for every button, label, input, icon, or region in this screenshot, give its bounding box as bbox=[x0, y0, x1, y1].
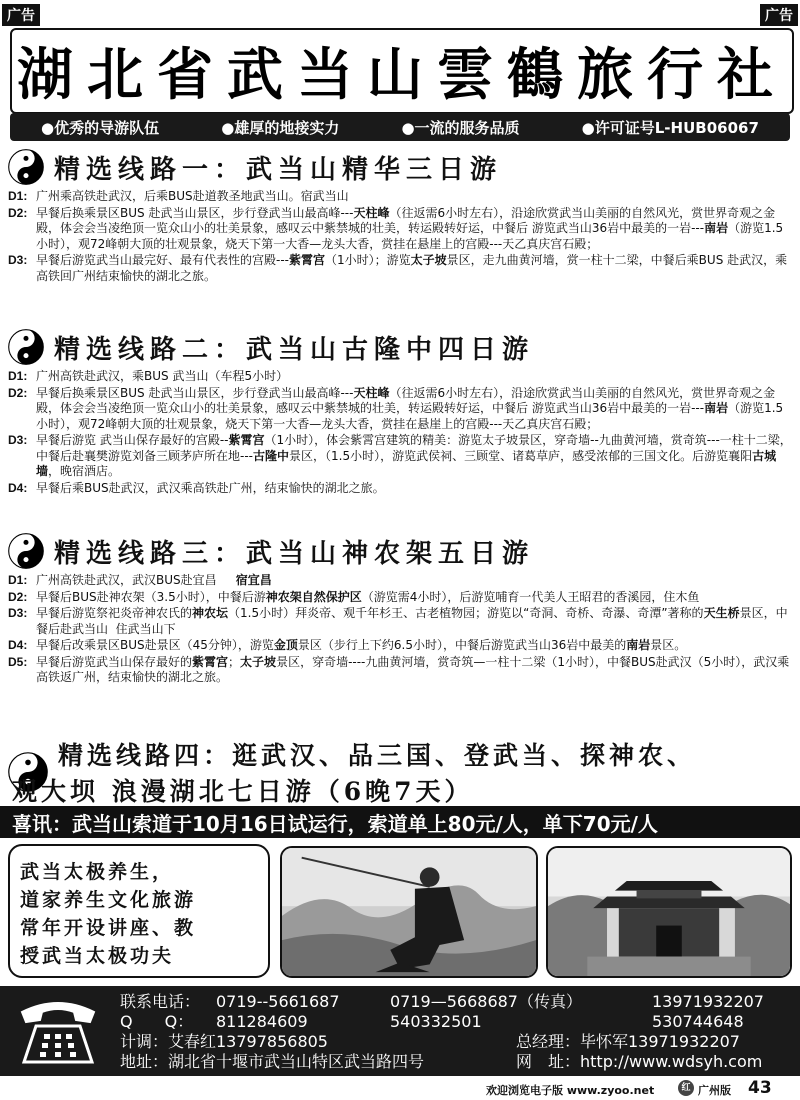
day-text: 广州乘高铁赴武汉，后乘BUS赴道教圣地武当山。宿武当山 bbox=[36, 189, 349, 203]
page-footer bbox=[0, 1078, 800, 1100]
taiji-icon bbox=[8, 533, 44, 569]
route-2-header bbox=[8, 326, 792, 368]
route-4-header bbox=[8, 736, 792, 808]
day-text: 广州高铁赴武汉，乘BUS 武当山（车程5小时） bbox=[36, 369, 289, 383]
telephone-icon bbox=[14, 992, 102, 1070]
address: 地址：湖北省十堰市武当山特区武当路四号 bbox=[120, 1052, 425, 1071]
itinerary-day bbox=[8, 590, 792, 606]
slogan-license: ●许可证号L-HUB06067 bbox=[581, 118, 759, 137]
day-text: 早餐后游览武当山最完好、最有代表性的宫殿---紫霄宫（1小时）；游览太子坡景区，走九曲黄河墙，赏一柱十二梁，中餐后乘BUS 赴武汉，乘高铁回广州结束愉快的湖北之旅。 bbox=[36, 253, 788, 283]
temple-photo bbox=[546, 846, 792, 978]
agency-title: 湖北省武当山雲鶴旅行社 bbox=[17, 42, 787, 108]
day-label: D1: bbox=[8, 189, 28, 203]
day-text: 早餐后游览 武当山保存最好的宫殿--紫霄宫（1小时），体会紫霄宫建筑的精美：游览太子坡景区，穿奇墙--九曲黄河墙，赏奇筑---一柱十二梁，中餐后赴襄樊游览刘备三顾茅庐所在地---古隆中景区，（1.5小时），游览武侯祠、三顾堂、诸葛草庐，感受浓郁的三国文化。后游览襄阳古城墙，晚宿酒店。 bbox=[36, 433, 792, 478]
route-3-header bbox=[8, 530, 792, 572]
day-label: D1: bbox=[8, 573, 28, 587]
qq-number-1: 811284609 bbox=[216, 1012, 308, 1031]
taiji-icon bbox=[8, 149, 44, 185]
manager-contact: 总经理：毕怀军13971932207 bbox=[516, 1032, 740, 1051]
phone-label: 联系电话： bbox=[120, 992, 201, 1011]
day-label: D3: bbox=[8, 606, 28, 620]
health-line: 授武当太极功夫 bbox=[20, 945, 175, 967]
day-text: 早餐后游览祭祀炎帝神农氏的神农坛（1.5小时）拜炎帝、观千年杉王、古老植物园；游览以“奇洞、奇桥、奇瀑、奇潭”著称的天生桥景区，中餐后赴武当山 住武当山下 bbox=[36, 606, 788, 636]
phone-number-1: 0719--5661687 bbox=[216, 992, 340, 1011]
route-2-title: 精选线路二：武当山古隆中四日游 bbox=[54, 334, 535, 365]
route-3-itinerary bbox=[8, 573, 792, 686]
taiji-health-box bbox=[8, 844, 270, 978]
slogan-bar bbox=[10, 113, 790, 141]
itinerary-day bbox=[8, 638, 792, 654]
itinerary-day bbox=[8, 433, 792, 480]
day-label: D4: bbox=[8, 480, 28, 495]
day-label: D2: bbox=[8, 385, 28, 400]
itinerary-day bbox=[8, 369, 792, 385]
itinerary-day bbox=[8, 386, 792, 433]
agency-title-box bbox=[10, 28, 794, 114]
cableway-news: 喜讯：武当山索道于10月16日试运行，索道单上80元/人，单下70元/人 bbox=[0, 806, 800, 838]
phone-number-2: 0719—5668687（传真） bbox=[390, 992, 582, 1011]
route-4-title-line1: 精选线路四：逛武汉、品三国、登武当、探神农、 bbox=[58, 741, 697, 770]
taiji-master-image bbox=[282, 848, 536, 976]
day-text: 早餐后换乘景区BUS 赴武当山景区，步行登武当山最高峰---天柱峰（往返需6小时左右），沿途欣赏武当山美丽的自然风光，赏世界奇观之金殿，体会会当凌绝顶一览众山小的壮美景象，感叹云中紫禁城的壮美，转运殿转好运，中餐后 游览武当山36岩中最美的一岩---南岩（游览1.5小时），观72峰朝大顶的壮观景象，烧天下第一大香—龙头大香，赏挂在悬崖上的宫殿---天乙真庆宫石殿； bbox=[36, 385, 784, 431]
website: 网 址：http://www.wdsyh.com bbox=[516, 1052, 763, 1071]
day-text: 早餐后BUS赴神农架（3.5小时），中餐后游神农架自然保护区（游览需4小时），后游览哺育一代美人王昭君的香溪园，住木鱼 bbox=[36, 589, 700, 604]
day-text: 早餐后乘BUS赴武汉，武汉乘高铁赴广州，结束愉快的湖北之旅。 bbox=[36, 480, 385, 495]
ad-label-right: 广告 bbox=[760, 4, 798, 26]
day-label: D4: bbox=[8, 638, 28, 652]
day-label: D2: bbox=[8, 589, 28, 604]
route-1 bbox=[8, 146, 792, 284]
slogan-ground: ●雄厚的地接实力 bbox=[221, 118, 340, 137]
slogan-guides: ●优秀的导游队伍 bbox=[41, 118, 160, 137]
ad-label-left: 广告 bbox=[2, 4, 40, 26]
route-3 bbox=[8, 530, 792, 686]
day-text: 早餐后改乘景区BUS赴景区（45分钟），游览金顶景区（步行上下约6.5小时），中餐后游览武当山36岩中最美的南岩景区。 bbox=[36, 638, 687, 652]
day-label: D3: bbox=[8, 253, 28, 267]
day-label: D3: bbox=[8, 433, 28, 447]
slogan-service: ●一流的服务品质 bbox=[401, 118, 520, 137]
health-line: 武当太极养生， bbox=[20, 861, 175, 883]
itinerary-day bbox=[8, 206, 792, 253]
page-number: 43 bbox=[748, 1078, 772, 1098]
taiji-icon bbox=[8, 329, 44, 365]
day-text: 广州高铁赴武汉，武汉BUS赴宜昌 宿宜昌 bbox=[36, 573, 272, 587]
health-line: 常年开设讲座、教 bbox=[20, 917, 197, 939]
dispatcher-contact: 计调：艾春红13797856805 bbox=[120, 1032, 328, 1051]
contact-panel bbox=[0, 986, 800, 1076]
photo-row bbox=[0, 842, 800, 982]
day-label: D1: bbox=[8, 369, 28, 383]
footer-badge-icon: 红 bbox=[678, 1080, 694, 1096]
day-text: 早餐后游览武当山保存最好的紫霄宫；太子坡景区，穿奇墙----九曲黄河墙，赏奇筑—一柱十二梁（1小时），中餐BUS赴武汉（5小时），武汉乘高铁返广州，结束愉快的湖北之旅。 bbox=[36, 654, 790, 684]
route-4-title-line2: 观大坝 浪漫湖北七日游（6晚7天） bbox=[12, 777, 474, 806]
footer-edition: 广州版 bbox=[698, 1084, 731, 1097]
taiji-sword-photo bbox=[280, 846, 538, 978]
route-4 bbox=[8, 736, 792, 808]
itinerary-day bbox=[8, 481, 792, 497]
itinerary-day bbox=[8, 573, 792, 589]
mobile-number: 13971932207 bbox=[652, 992, 764, 1011]
qq-number-2: 540332501 bbox=[390, 1012, 482, 1031]
day-label: D2: bbox=[8, 205, 28, 220]
itinerary-day bbox=[8, 606, 792, 637]
route-1-header bbox=[8, 146, 792, 188]
qq-number-3: 530744648 bbox=[652, 1012, 744, 1031]
qq-label: Q Q： bbox=[120, 1012, 194, 1031]
health-line: 道家养生文化旅游 bbox=[20, 889, 197, 911]
temple-image bbox=[548, 848, 790, 976]
itinerary-day bbox=[8, 189, 792, 205]
itinerary-day bbox=[8, 253, 792, 284]
itinerary-day bbox=[8, 655, 792, 686]
route-1-itinerary bbox=[8, 189, 792, 284]
footer-website-note: 欢迎浏览电子版 www.zyoo.net bbox=[486, 1084, 655, 1097]
route-3-title: 精选线路三：武当山神农架五日游 bbox=[54, 538, 535, 569]
day-text: 早餐后换乘景区BUS 赴武当山景区，步行登武当山最高峰---天柱峰（往返需6小时左右），沿途欣赏武当山美丽的自然风光，赏世界奇观之金殿，体会会当凌绝顶一览众山小的壮美景象，感叹云中紫禁城的壮美，转运殿转好运，中餐后 游览武当山36岩中最美的一岩---南岩（游览1.5小时），观72峰朝大顶的壮观景象，烧天下第一大香—龙头大香，赏挂在悬崖上的宫殿---天乙真庆宫石殿； bbox=[36, 205, 784, 251]
route-1-title: 精选线路一：武当山精华三日游 bbox=[54, 154, 503, 185]
route-2 bbox=[8, 326, 792, 496]
day-label: D5: bbox=[8, 654, 28, 669]
route-2-itinerary bbox=[8, 369, 792, 496]
